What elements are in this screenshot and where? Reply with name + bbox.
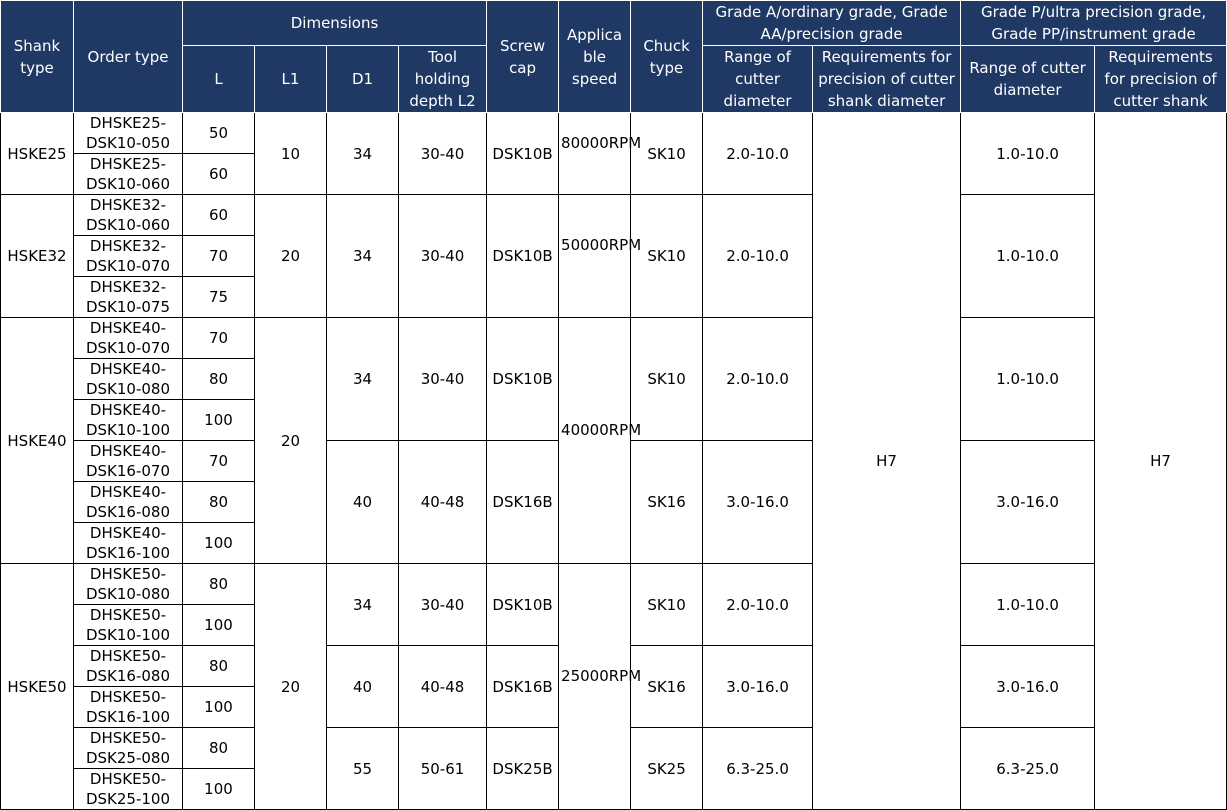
range-p-cell: 6.3-25.0 (961, 728, 1095, 810)
l-cell: 80 (183, 482, 255, 523)
l-cell: 60 (183, 154, 255, 195)
table-row (1, 113, 1227, 154)
header-grade-p: Grade P/ultra precision grade, Grade PP/instrument grade (961, 1, 1227, 46)
screw-cap-cell: DSK16B (487, 646, 559, 728)
order-type-cell: DHSKE32-DSK10-060 (74, 195, 183, 236)
d1-cell: 34 (327, 113, 399, 195)
order-type-cell: DHSKE25-DSK10-050 (74, 113, 183, 154)
order-type-cell: DHSKE50-DSK25-100 (74, 769, 183, 810)
screw-cap-cell: DSK10B (487, 318, 559, 441)
d1-cell: 34 (327, 318, 399, 441)
header-l1: L1 (255, 46, 327, 113)
tool-holding-depth-cell: 50-61 (399, 728, 487, 810)
range-a-cell: 2.0-10.0 (703, 564, 813, 646)
chuck-type-cell: SK10 (631, 195, 703, 318)
range-p-cell: 1.0-10.0 (961, 113, 1095, 195)
tool-holding-depth-cell: 30-40 (399, 195, 487, 318)
l-cell: 50 (183, 113, 255, 154)
range-p-cell: 1.0-10.0 (961, 318, 1095, 441)
order-type-cell: DHSKE32-DSK10-070 (74, 236, 183, 277)
header-precision-a: Requirements for precision of cutter shank diameter (813, 46, 961, 113)
screw-cap-cell: DSK25B (487, 728, 559, 810)
range-a-cell: 2.0-10.0 (703, 195, 813, 318)
d1-cell: 34 (327, 564, 399, 646)
order-type-cell: DHSKE40-DSK10-080 (74, 359, 183, 400)
screw-cap-cell: DSK10B (487, 195, 559, 318)
header-shank-type: Shank type (1, 1, 74, 113)
tool-holding-depth-cell: 30-40 (399, 564, 487, 646)
precision-a-cell: H7 (813, 113, 961, 810)
order-type-cell: DHSKE40-DSK16-070 (74, 441, 183, 482)
order-type-cell: DHSKE50-DSK16-100 (74, 687, 183, 728)
applicable-speed-cell: 40000RPM (559, 318, 631, 564)
order-type-cell: DHSKE40-DSK16-100 (74, 523, 183, 564)
d1-cell: 34 (327, 195, 399, 318)
header-tool-holding-depth: Tool holding depth L2 (399, 46, 487, 113)
order-type-cell: DHSKE40-DSK10-070 (74, 318, 183, 359)
table-row (1, 195, 1227, 236)
shank-type-cell: HSKE40 (1, 318, 74, 564)
l-cell: 100 (183, 523, 255, 564)
header-order-type: Order type (74, 1, 183, 113)
d1-cell: 40 (327, 646, 399, 728)
order-type-cell: DHSKE32-DSK10-075 (74, 277, 183, 318)
l-cell: 80 (183, 646, 255, 687)
range-a-cell: 2.0-10.0 (703, 113, 813, 195)
l1-cell: 10 (255, 113, 327, 195)
l-cell: 70 (183, 441, 255, 482)
header-l: L (183, 46, 255, 113)
order-type-cell: DHSKE50-DSK25-080 (74, 728, 183, 769)
header-chuck-type: Chuck type (631, 1, 703, 113)
l-cell: 70 (183, 236, 255, 277)
range-a-cell: 3.0-16.0 (703, 441, 813, 564)
chuck-type-cell: SK16 (631, 441, 703, 564)
precision-p-cell: H7 (1095, 113, 1227, 810)
l1-cell: 20 (255, 318, 327, 564)
chuck-type-cell: SK10 (631, 113, 703, 195)
table-row (1, 564, 1227, 605)
d1-cell: 40 (327, 441, 399, 564)
range-a-cell: 6.3-25.0 (703, 728, 813, 810)
l-cell: 100 (183, 605, 255, 646)
l-cell: 80 (183, 564, 255, 605)
l-cell: 60 (183, 195, 255, 236)
range-p-cell: 1.0-10.0 (961, 195, 1095, 318)
d1-cell: 55 (327, 728, 399, 810)
chuck-type-cell: SK10 (631, 318, 703, 441)
order-type-cell: DHSKE40-DSK16-080 (74, 482, 183, 523)
l-cell: 80 (183, 728, 255, 769)
l1-cell: 20 (255, 195, 327, 318)
shank-type-cell: HSKE32 (1, 195, 74, 318)
l1-cell: 20 (255, 564, 327, 810)
tool-holding-depth-cell: 30-40 (399, 318, 487, 441)
l-cell: 75 (183, 277, 255, 318)
l-cell: 100 (183, 400, 255, 441)
applicable-speed-cell: 50000RPM (559, 195, 631, 318)
tool-holding-depth-cell: 30-40 (399, 113, 487, 195)
range-p-cell: 3.0-16.0 (961, 441, 1095, 564)
table-row (1, 318, 1227, 359)
header-precision-p: Requirements for precision of cutter shank (1095, 46, 1227, 113)
chuck-type-cell: SK25 (631, 728, 703, 810)
header-applicable-speed: Applica ble speed (559, 1, 631, 113)
range-a-cell: 3.0-16.0 (703, 646, 813, 728)
table-header (1, 1, 1227, 113)
applicable-speed-cell: 80000RPM (559, 113, 631, 195)
order-type-cell: DHSKE50-DSK10-080 (74, 564, 183, 605)
order-type-cell: DHSKE50-DSK16-080 (74, 646, 183, 687)
header-dimensions: Dimensions (183, 1, 487, 46)
header-screw-cap: Screw cap (487, 1, 559, 113)
chuck-type-cell: SK10 (631, 564, 703, 646)
applicable-speed-cell: 25000RPM (559, 564, 631, 810)
range-p-cell: 3.0-16.0 (961, 646, 1095, 728)
header-range-p: Range of cutter diameter (961, 46, 1095, 113)
l-cell: 100 (183, 769, 255, 810)
l-cell: 100 (183, 687, 255, 728)
chuck-type-cell: SK16 (631, 646, 703, 728)
tool-holding-depth-cell: 40-48 (399, 441, 487, 564)
header-grade-a: Grade A/ordinary grade, Grade AA/precision grade (703, 1, 961, 46)
l-cell: 80 (183, 359, 255, 400)
range-a-cell: 2.0-10.0 (703, 318, 813, 441)
tool-holding-depth-cell: 40-48 (399, 646, 487, 728)
screw-cap-cell: DSK10B (487, 564, 559, 646)
range-p-cell: 1.0-10.0 (961, 564, 1095, 646)
order-type-cell: DHSKE50-DSK10-100 (74, 605, 183, 646)
l-cell: 70 (183, 318, 255, 359)
table-body (1, 113, 1227, 810)
header-range-a: Range of cutter diameter (703, 46, 813, 113)
screw-cap-cell: DSK16B (487, 441, 559, 564)
shank-type-cell: HSKE50 (1, 564, 74, 810)
order-type-cell: DHSKE25-DSK10-060 (74, 154, 183, 195)
screw-cap-cell: DSK10B (487, 113, 559, 195)
order-type-cell: DHSKE40-DSK10-100 (74, 400, 183, 441)
header-d1: D1 (327, 46, 399, 113)
shank-type-cell: HSKE25 (1, 113, 74, 195)
